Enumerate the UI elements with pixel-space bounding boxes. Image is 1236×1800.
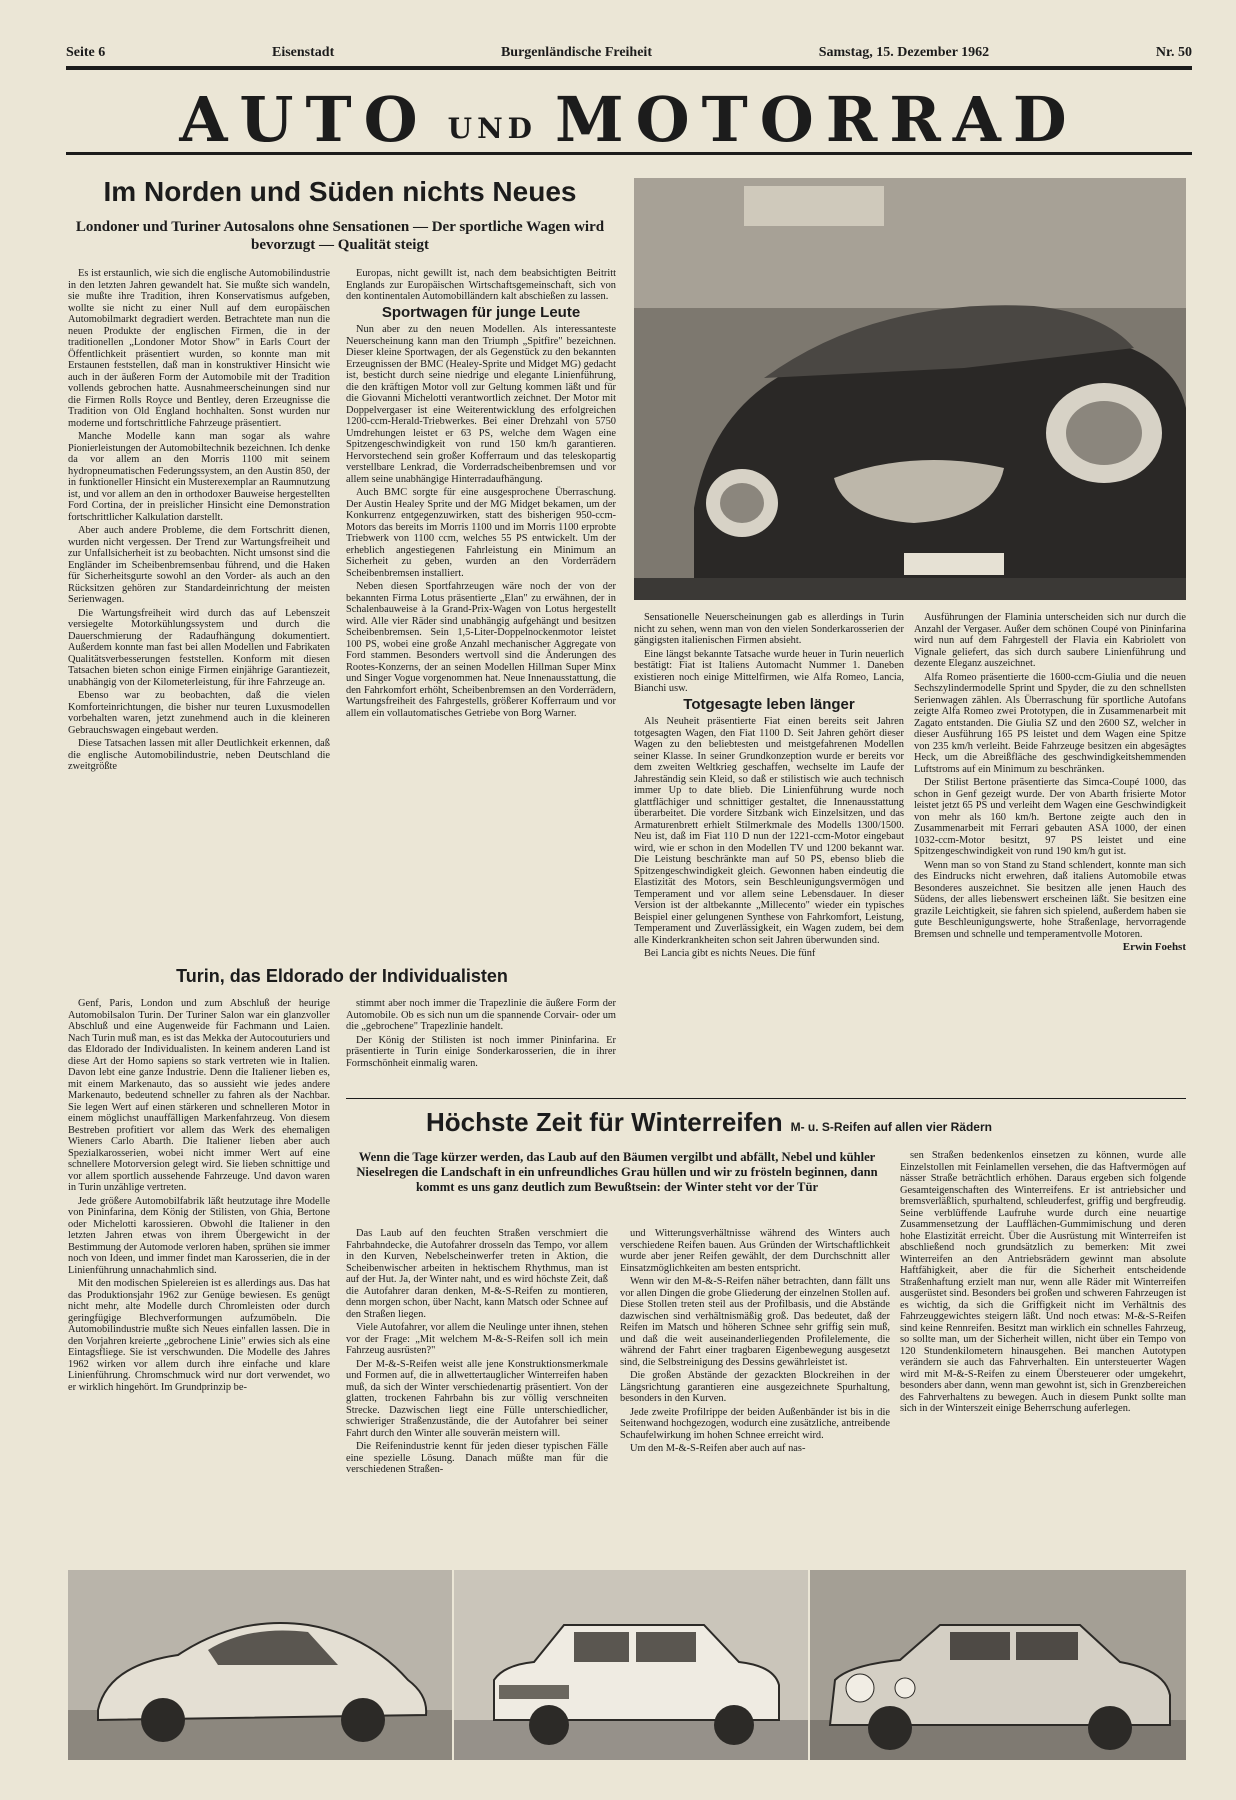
article1-column3: Sensationelle Neuerscheinungen gab es allerdings in Turin nicht zu sehen, wenn man von den vielen Sonderkarosserien der gängigsten italienischen Firmen absieht. Eine längst bekannte Tatsache wurde heuer in Turin neuerlich bestätigt: Fiat ist Italiens Automacht Nummer 1. Daneben existieren noch einige Mittelfirmen, wie Alfa Romeo, Lancia, Bianchi usw. Totgesagte leben länger Als Neuheit präsentierte Fiat einen bereits seit Jahren totgesagten Wagen, den Fiat 1100 D. Seit Jahren gehört dieser Wagen zu den beliebtesten und meistgefahrenen Modellen seiner Klasse. In seiner Grundkonzeption wurde er bereits vor dem zweiten Weltkrieg geschaffen, wechselte im Laufe der Jahreständig sein Kleid, so daß er stilistisch wie auch technisch immer Up to date blieb. Die Linienführung wurde noch glattflächiger und schnittiger gestaltet, die Innenausstattung überarbeitet. Die vordere Sitzbank wich Einzelsitzen, und das Armaturenbrett erhielt Stilmerkmale des Modells 1300/1500. Neu ist, daß im Fiat 110 D nun der 1221-ccm-Motor eingebaut wird, wie er schon in den Modellen TV und 1200 bekannt war. Die Leistung beschränkte man auf 50 PS, ebenso blieb die Spitzengeschwindigkeit gleich. Gewonnen haben eindeutig die Elastizität des Motors, sein Beschleunigungsvermögen und Temperament und vor allem seine Lebensdauer. In dieser Version ist der altbekannte „Millecento" wieder ein typisches Beispiel einer gelungenen Synthese von Fahrkomfort, Leistung, Temperament und Zuverlässigkeit, ein Wagen zudem, bei dem alle Kinderkrankheiten schon seit Jahren überwunden sind. Bei Lancia gibt es nichts Neues. Die fünf [634, 612, 904, 959]
sedan-illustration [454, 1570, 808, 1760]
masthead-und: UND [447, 111, 537, 145]
winterreifen-lead: Wenn die Tage kürzer werden, das Laub auf den Bäumen vergilbt und abfällt, Nebel und kühler Nieselregen die Landschaft in ein unfreundliches Grau hüllen und wir zu frösteln beginnen, dann kommt es uns ganz deutlich zum Bewußtsein: der Winter steht vor der Tür [356, 1150, 878, 1194]
section-masthead [66, 82, 1192, 156]
alfa-sedan-illustration [810, 1570, 1186, 1760]
article1-column4: Ausführungen der Flaminia unterscheiden sich nur durch die Anzahl der Vergaser. Außer dem schönen Coupé von Pininfarina wird nun auf dem Fahrgestell der Flavia ein Kabriolett von Vignale geliefert, das sich durch saubere Linienführung und dezente Eleganz auszeichnet. Alfa Romeo präsentierte die 1600-ccm-Giulia und die neuen Sechszylindermodelle Sprint und Spyder, die zu den schnellsten Serienwagen zählen. Als Überraschung für sportliche Autofans zeigte Alfa Romeo zwei Prototypen, die in Zusammenarbeit mit Zagato entstanden. Die Giulia SZ und den 2600 SZ, welcher in dieser Ausführung 165 PS leistet und dem Wagen eine Spitze von 235 km/h verleiht. Beide Fahrzeuge besitzen ein abgesägtes Heck, um die Abreißfläche des geschwindigkeitshemmenden Luftstroms auf ein Minimum zu beschränken. Der Stilist Bertone präsentierte das Simca-Coupé 1000, das schon in Genf gezeigt wurde. Der von Abarth frisierte Motor leistet jetzt 65 PS und verleiht dem Wagen eine Geschwindigkeit von mehr als 160 km/h. Bertone zeigte auch den in Zusammenarbeit mit Ferrari gebauten ASA 1000, der einen 1032-ccm-Motor besitzt, 97 PS leistet und eine Spitzengeschwindigkeit von rund 190 km/h gut ist. Wenn man so von Stand zu Stand schlendert, konnte man sich des Eindrucks nicht erwehren, daß italiens Automobile etwas Besonderes auszeichnet. Sie besitzen alle jenen Hauch des Südens, der alles liebenswert erscheinen läßt. Sie besitzen eine grazile Leichtigkeit, sie fahren sich spielend, außerdem haben sie gute Beschleunigungswerte, hohe Straßenlage, hervorragende Bremsen und schnelle und temperamentvolle Motoren. Erwin Foehst [914, 612, 1186, 953]
page-number: Seite 6 [66, 45, 106, 60]
totgesagte-heading: Totgesagte leben länger [683, 695, 855, 713]
article1-column2: Europas, nicht gewillt ist, nach dem beabsichtigten Beitritt Englands zur Europäischen Wirtschaftsgemeinschaft, sich von den kontinentalen Automobilländern kalt abschießen zu lassen. Sportwagen für junge Leute Nun aber zu den neuen Modellen. Als interessanteste Neuerscheinung kann man den Triumph „Spitfire" bezeichnen. Dieser kleine Sportwagen, der als Gegenstück zu den bekannten Erzeugnissen der BMC (Healey-Sprite und Midget MG) gedacht ist, besticht durch seine niedrige und elegante Linienführung, die den kräftigen Motor voll zur Geltung kommen läßt und für die Giovanni Michelotti verantwortlich zeichnet. Der Motor mit Doppelvergaser ist eine Weiterentwicklung des erfolgreichen 1200-ccm-Herald-Triebwerkes. Bei einer Drehzahl von 5750 Umdrehungen leistet er 63 PS, welche dem Wagen eine Spitzengeschwindigkeit von rund 150 km/h garantieren. Hervorstechend sein großer Kofferraum und das teleskopartig verstellbare Lenkrad, die Vorderradscheibenbremsen und vor allem seine unabhängige Hinterradaufhängung. Auch BMC sorgte für eine ausgesprochene Überraschung. Der Austin Healey Sprite und der MG Midget bekamen, um der Konkurrenz entgegenzuwirken, statt des bisherigen 950-ccm-Motors das bereits im Morris 1100 und im Morris 1100 erprobte Triebwerk von 1100 ccm, welches 55 PS entwickelt. Um der erheblich angestiegenen Fahrleistung ein Minimum an Sicherheit zu geben, wurden an den Vorderrädern Scheibenbremsen installiert. Neben diesen Sportfahrzeugen wäre noch der von der bekannten Firma Lotus präsentierte „Elan" zu erwähnen, der in Schalenbauweise à la Grand-Prix-Wagen von Lotus hergestellt wird. Alle vier Räder sind unabhängig aufgehängt und besitzen Scheibenbremsen. Sein 1,5-Liter-Doppelnockenmotor leistet 100 PS, wobei eine große Anzahl mechanischer Aggregate von Ford stammen. Besonders wertvoll sind die Änderungen des Rootes-Konzerns, der an seinen Modellen Hillman Super Minx und Singer Vogue vorgenommen hat. Neue Innenausstattung, die den Fahrkomfort erhöht, Scheibenbremsen an den Vorderrädern, Wartungsfreiheit des Fahrgestells, größerer Kofferraum und vor allem ein vollautomatisches Getriebe von Borg Warner. [346, 268, 616, 719]
car-front-photo [634, 178, 1186, 600]
masthead-motorrad: MOTORRAD [554, 82, 1079, 156]
turin-column2: stimmt aber noch immer die Trapezlinie die äußere Form der Automobile. Ob es sich nun um die spannende Corvair- oder um die „gebrochene" Trapezlinie handelt. Der König der Stilisten ist noch immer Pininfarina. Er präsentierte in Turin einige Sonderkarosserien, die in ihrer Formschönheit einmalig waren. [346, 998, 616, 1069]
turin-column1: Genf, Paris, London und zum Abschluß der heurige Automobilsalon Turin. Der Turiner Salon war ein glanzvoller Abschluß und eine Augenweide für Fachmann und Laien. Nach Turin muß man, es ist das Mekka der Autocouturiers und das Eldorado der Individualisten. In keinem anderen Land ist diese Art der Homo sapiens so stark vertreten wie in Italien. Davon lebt eine ganze Industrie. Denn die Italiener lieben es, mit einem Markenauto, das so aussieht wie jedes andere Markenauto, bedeutend schneller zu fahren als der Nachbar. Sie legen Wert auf einen stärkeren und schnelleren Motor in einem möglichst unauffälligen Markenfahrzeug. Von diesem Bestreben profitiert vor allem das Werk des ehemaligen Wieners Carlo Abarth. Die Italiener lieben aber auch Spezialkarosserien, wobei nicht immer Wert auf eine schnellere Motorversion gelegt wird. Sie lieben schnittige und vor allem sportlich aussehende Fahrzeuge. Und davon waren in Turin unzählige vertreten. Jede größere Automobilfabrik läßt heutzutage ihre Modelle von Pininfarina, dem König der Stilisten, von Ghia, Bertone oder Michelotti karossieren. Obwohl die Italiener in den letzten Jahren etwas von ihrem Übergewicht in der Bestimmung der Automode verloren haben, sprühen sie immer noch von Ideen, und immer findet man Karosserien, die in der Linienführung unnachahmlich sind. Mit den modischen Spielereien ist es allerdings aus. Das hat das Produktionsjahr 1962 zur Genüge bewiesen. Es genügt nicht mehr, alte Modelle durch Chromleisten oder durch geringfügige Blechverformungen aufzumöbeln. Die Automobilindustrie mußte sich Neues einfallen lassen. Die in den Vorjahren kreierte „gebrochene Linie" erwies sich als eine Eintagsfliege. Sie ist verschwunden. Die Modelle des Jahres 1962 wirken vor allem durch ihre einfache und klare Linienführung. Chromschmuck wird nur dort verwendet, wo er wirklich hingehört. Im Grundprinzip be- [68, 998, 330, 1393]
winterreifen-tag: M- u. S-Reifen auf allen vier Rädern [790, 1120, 992, 1134]
issue-number: Nr. 50 [1155, 45, 1192, 60]
sedan-photo [454, 1570, 808, 1760]
article1-column1: Es ist erstaunlich, wie sich die englische Automobilindustrie in den letzten Jahren gewandelt hat. Sie mußte sich wandeln, sie mußte ihre Tradition, ihren Konservatismus aufgeben, wollte sie nicht zu einer Null auf dem europäischen Automobilmarkt degradiert werden. Betrachtete man nun die neuen Produkte der englischen Firmen, die in der traditionellen „Londoner Motor Show" in Earls Court der Öffentlichkeit präsentiert wurden, so konnte man mit Erstaunen feststellen, daß man in konstruktiver Hinsicht wie auch in der äußeren Form der Automobile mit der Tradition vollends gebrochen hatte. Ausnahmeerscheinungen sind nur die Firmen Rolls Royce und Bentley, deren Erzeugnisse die Tradition von Old England hochhalten. Sonst wurden nur moderne und fortschrittliche Fahrzeuge präsentiert. Manche Modelle kann man sogar als wahre Pionierleistungen der Automobiltechnik bezeichnen. Ich denke da vor allem an den Morris 1100 mit seinem hydropneumatischen Federungssystem, an den Austin 850, der in funktioneller Hinsicht ein Musterexemplar an Raumnutzung ist, und vor allem an den in orthodoxer Bauweise hergestellten Ford Cortina, der in preislicher Hinsicht eine Demonstration fortschrittlicher Kalkulation darstellt. Aber auch andere Probleme, die dem Fortschritt dienen, wurden nicht vergessen. Der Trend zur Wartungsfreiheit und zur Unfallsicherheit ist zu beobachten. Nicht umsonst sind die Engländer im Scheibenbremsenbau führend, und die Haken für Sicherheitsgurte sowohl an den Vorder- als auch an den Rücksitzen gehören zur Standardeinrichtung der meisten Serienwagen. Die Wartungsfreiheit wird durch das auf Lebenszeit versiegelte Motorkühlungssystem und durch die Dauerschmierung der Radaufhängung dokumentiert. Außerdem konnte man fast bei allen Modellen und Fabrikaten Qualitätsverbesserungen feststellen. Konform mit diesen Tatsachen bieten schon einige Firmen einjährige Garantiezeit, unabhängig von der Kilometerleistung, für ihre Fahrzeuge an. Ebenso war zu beobachten, daß die vielen Komforteinrichtungen, die bisher nur teuren Luxusmodellen vorbehalten waren, jetzt zunehmend auch in die kleineren Gebrauchswagen eingebaut werden. Diese Tatsachen lassen mit aller Deutlichkeit erkennen, daß die englische Automobilindustrie, neben Deutschland die zweitgrößte [68, 268, 330, 772]
issue-date: Samstag, 15. Dezember 1962 [818, 45, 990, 60]
winterreifen-column1: Das Laub auf den feuchten Straßen verschmiert die Fahrbahndecke, die Autofahrer drosseln das Tempo, vor allem in den Kurven, Nebelscheinwerfer treten in Aktion, die Scheibenwischer arbeiten in hektischem Rhythmus, man ist auf der Hut. Ja, der Winter naht, und es wird höchste Zeit, daß die Autofahrer daran denken, M-&-S-Reifen zu montieren, denn morgen schon, über Nacht, kann Matsch oder Schnee auf den Straßen liegen. Viele Autofahrer, vor allem die Neulinge unter ihnen, stehen vor der Frage: „Mit welchem M-&-S-Reifen soll ich mein Fahrzeug ausrüsten?" Der M-&-S-Reifen weist alle jene Konstruktionsmerkmale und Formen auf, die in allwettertauglicher Winterreifen haben muß, da sich der Winter verschiedenartig präsentiert. Von der glatten, trockenen Fahrbahn bis zur völlig verschneiten Strecke. Dazwischen liegt eine Fülle unterschiedlicher, schwieriger Straßenzustände, die der Autofahrer bei seiner Fahrt durch den Winter alle souverän meistern will. Die Reifenindustrie kennt für jeden dieser typischen Fälle eine spezielle Lösung. Danach müßte man für die verschiedenen Straßen- [346, 1228, 608, 1475]
masthead-auto: AUTO [179, 82, 430, 156]
article1-subtitle: Londoner und Turiner Autosalons ohne Sensationen — Der sportliche Wagen wird bevorzugt — Qualität steigt [75, 219, 605, 253]
sportwagen-heading: Sportwagen für junge Leute [381, 303, 581, 321]
author-signature: Erwin Foehst [1122, 941, 1186, 953]
winterreifen-title: Höchste Zeit für Winterreifen M- u. S-Reifen auf allen vier Rädern [426, 1107, 992, 1137]
section-divider [346, 1098, 1186, 1099]
paper-name: Burgenländische Freiheit [500, 45, 652, 60]
city: Eisenstadt [272, 45, 335, 60]
winterreifen-column3: sen Straßen bedenkenlos einsetzen zu können, wurde alle Einzelstollen mit Feinlamellen versehen, die das Haftvermögen auf nässer Straße beträchtlich erhöhen. Daraus ergeben sich folgende Gesamteigenschaften des Winterreifens. Er ist antriebsicher und bremsverläßlich, spurhaltend, schleuderfest, griffig und bergfreudig. Seine verblüffende Laufruhe wurde durch eine neuartige Zusammensetzung der Laufflächen-Gummimischung und deren hohe Elastizität erreicht. Über die Ausrüstung mit Winterreifen ist abschließend noch grundsätzlich zu bemerken: Mit zwei Winterreifen an den Antriebsrädern gewinnt man absolute Haftfähigkeit, aber die für die Sicherheit entscheidende Straßenhaftung erzielt man nur, wenn alle Räder mit Winterreifen ausgerüstet sind. Besonders bei großen und schweren Fahrzeugen ist es wichtig, da sich die Griffigkeit nicht im Verhältnis des Fahrzeuggewichtes steigern läßt. Und noch etwas: M-&-S-Reifen sind keine Rennreifen. Besitzt man wirklich ein schnelles Fahrzeug, so sollte man, um der Sicherheit willen, nicht über ein Tempo von 120 Stundenkilometern hinausgehen. Bei manchen Autotypen verändern sie auch das Fahrverhalten. Ein untersteuerter Wagen wird mit M-&-S-Reifen zu einem Übersteuerer oder umgekehrt, besonders aber dann, wenn man gewohnt ist, sich in Grenzbereichen des Fahrverhaltens zu bewegen. Auch in diesem Punkt sollte man sich in der Winterszeit einige Beherrschung auferlegen. [900, 1150, 1186, 1414]
turin-title: Turin, das Eldorado der Individualisten [176, 966, 508, 986]
car-front-illustration [634, 178, 1186, 600]
coupe-photo [68, 1570, 452, 1760]
article1-title: Im Norden und Süden nichts Neues [103, 176, 577, 207]
page-header [66, 40, 1192, 70]
winterreifen-column2: und Witterungsverhältnisse während des Winters auch verschiedene Reifen bauen. Aus Gründen der Wirtschaftlichkeit wurde aber jener Reifen gewählt, der dem Durchschnitt aller Einsatzmöglichkeiten am besten entspricht. Wenn wir den M-&-S-Reifen näher betrachten, dann fällt uns vor allen Dingen die grobe Gliederung der einzelnen Stollen auf. Diese Stollen treten steil aus der Profilbasis, und die Abstände dazwischen sind verhältnismäßig groß. Das bedeutet, daß der Reifen im Matsch und höheren Schnee sehr griffig sein muß, und daß die weit auseinanderliegenden Profilelemente, die während der Fahrt einer tragbaren Eigenbewegung ausgesetzt sind, die Selbstreinigung des Dessins gewährleistet ist. Die großen Abstände der gezackten Blockreihen in der Längsrichtung garantieren eine ausgezeichnete Spurhaltung, besonders in den Kurven. Jede zweite Profilrippe der beiden Außenbänder ist bis in die Seitenwand hochgezogen, wodurch eine zusätzliche, antreibende Schaufelwirkung im hohen Schnee erreicht wird. Um den M-&-S-Reifen aber auch auf nas- [620, 1228, 890, 1454]
coupe-illustration [68, 1570, 452, 1760]
alfa-sedan-photo [810, 1570, 1186, 1760]
